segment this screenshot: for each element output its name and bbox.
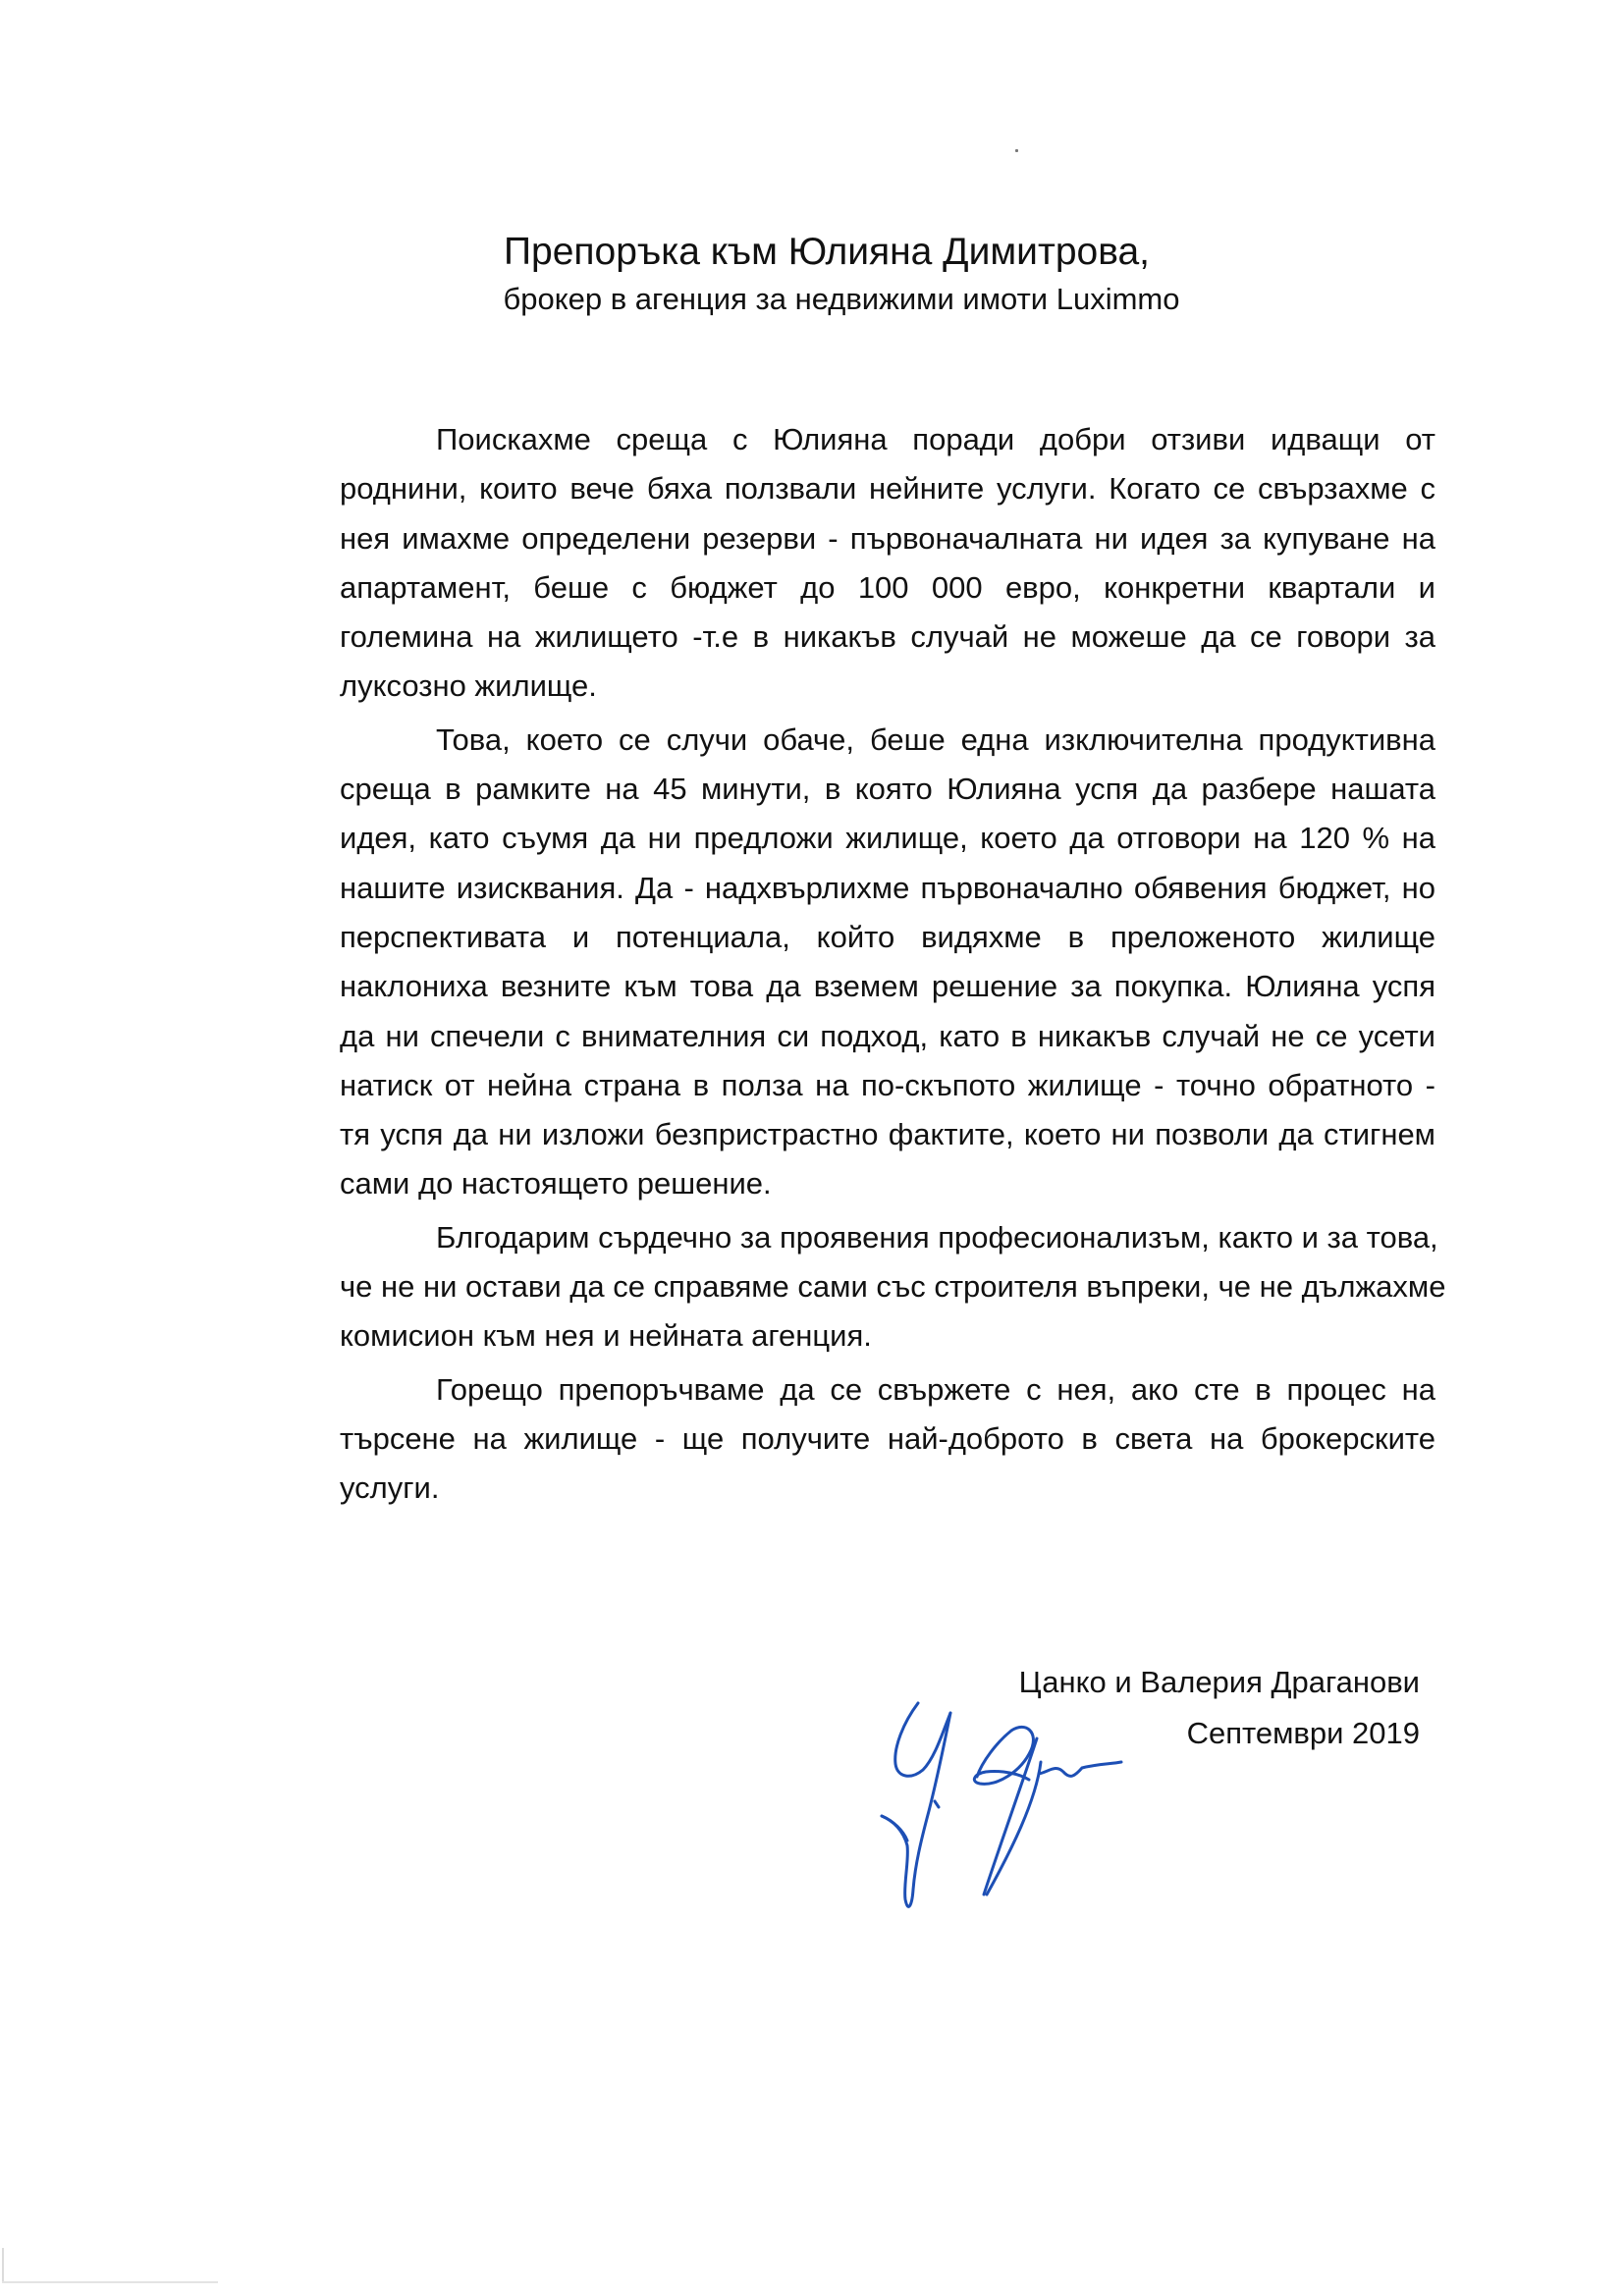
text-line: Това, което се случи обаче, беше една изключителна продуктивна (436, 721, 1435, 757)
text-line: да ни спечели с внимателния си подход, като в никакъв случай не се усети (340, 1018, 1435, 1053)
signature-strokes (882, 1703, 1121, 1906)
text-line: сами до настоящето решение. (340, 1166, 772, 1201)
paragraph-1 (244, 415, 1435, 712)
text-line: търсене на жилище - ще получите най-доброто в света на брокерските (340, 1420, 1435, 1456)
signature-stroke (935, 1801, 939, 1807)
signature-stroke (1039, 1762, 1121, 1776)
text-line: роднини, които вече бяха ползвали нейните услуги. Когато се свързахме с (340, 471, 1435, 507)
letter-subtitle: брокер в агенция за недвижими имоти Luximmo (503, 282, 1180, 316)
signature-stroke (984, 1738, 1037, 1895)
text-line: натиск от нейна страна в полза на по-скъпото жилище - точно обратното - (340, 1067, 1435, 1102)
text-line: идея, като съумя да ни предложи жилище, което да отговори на 120 % на (340, 821, 1435, 856)
text-line: перспективата и потенциала, който видяхме в преложеното жилище (340, 919, 1435, 954)
text-line: големина на жилището -т.е в никакъв случай не можеше да се говори за (340, 619, 1435, 655)
scan-speck (1015, 149, 1018, 152)
text-line: услуги. (340, 1470, 440, 1506)
letter-body (244, 415, 1446, 1514)
letter-title: Препоръка към Юлияна Димитрова, (503, 231, 1151, 273)
text-line: комисион към нея и нейната агенция. (340, 1318, 872, 1354)
letter-heading (0, 228, 1624, 322)
text-line: луксозно жилище. (340, 668, 597, 704)
text-line: тя успя да ни изложи безпристрастно фактите, което ни позволи да стигнем (340, 1117, 1435, 1152)
paragraph-4 (244, 1365, 1435, 1514)
text-line: наклониха везните към това да вземем решение за покупка. Юлияна успя (340, 969, 1435, 1004)
handwritten-signature (864, 1693, 1159, 1929)
signatory-names: Цанко и Валерия Драганови (1018, 1665, 1420, 1699)
text-line: нея имахме определени резерви - първоначалната ни идея за купуване на (340, 520, 1435, 556)
text-line: Блгодарим сърдечно за проявения професионализъм, както и за това, (436, 1219, 1438, 1255)
scan-edge (2, 2281, 218, 2283)
text-line: апартамент, беше с бюджет до 100 000 евро, конкретни квартали и (340, 569, 1435, 605)
text-line: че не ни остави да се справяме сами със строителя въпреки, че не дължахме (340, 1269, 1446, 1305)
scan-edge (2, 2248, 4, 2283)
text-line: Поискахме среща с Юлияна поради добри отзиви идващи от (436, 422, 1435, 456)
text-line: среща в рамките на 45 минути, в която Юлияна успя да разбере нашата (340, 772, 1435, 807)
signature-stroke (895, 1703, 950, 1776)
text-line: нашите изисквания. Да - надхвърлихме първоначално обявения бюджет, но (340, 870, 1435, 905)
paragraph-3 (244, 1213, 1446, 1362)
text-line: Горещо препоръчваме да се свържете с нея, ако сте в процес на (436, 1371, 1435, 1407)
paragraph-2 (244, 716, 1435, 1209)
letter-date: Септември 2019 (1186, 1716, 1420, 1750)
